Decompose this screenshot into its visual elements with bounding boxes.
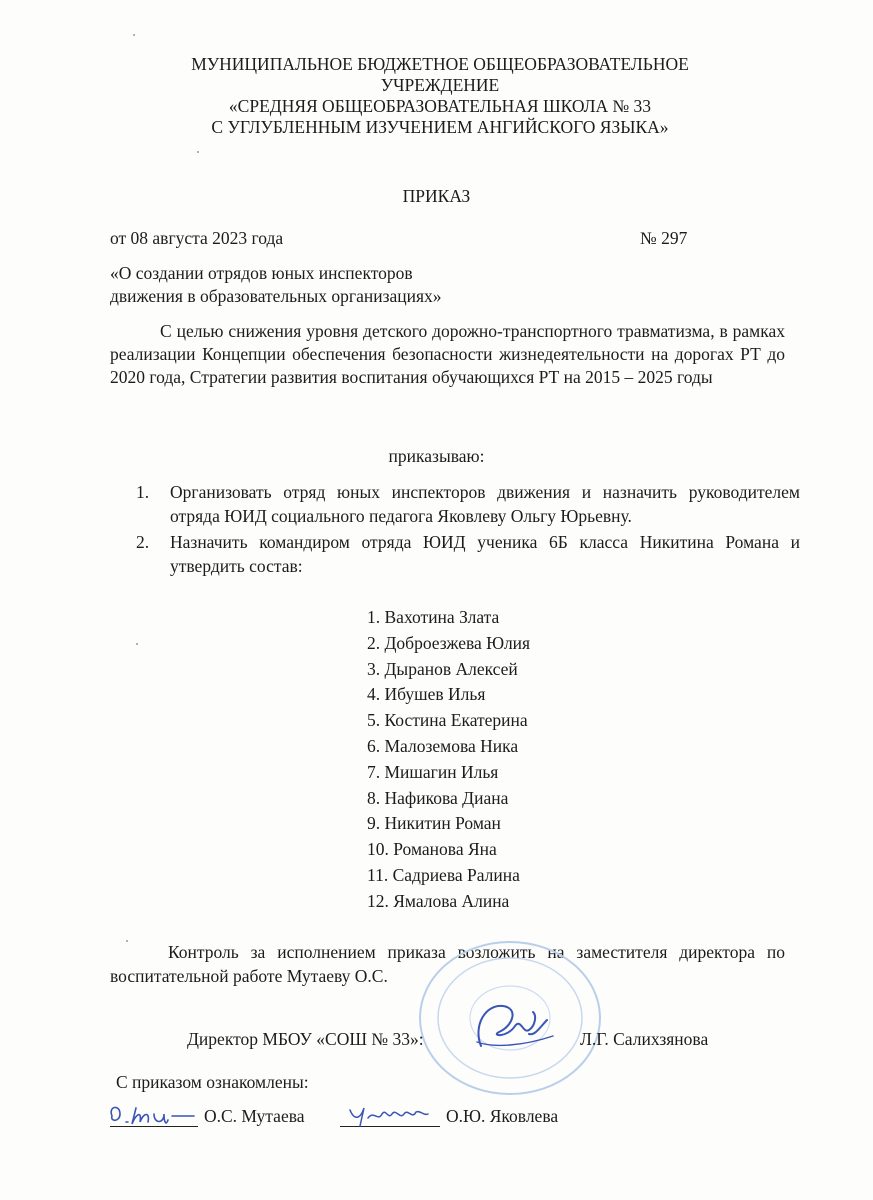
document-title: ПРИКАЗ [402,186,471,206]
scan-speck [136,643,138,645]
roster-item: 3. Дыранов Алексей [367,658,518,679]
scan-speck [197,151,199,153]
roster-item: 7. Мишагин Илья [367,761,499,782]
roster-item: 5. Костина Екатерина [367,710,528,731]
header-line-3: «СРЕДНЯЯ ОБЩЕОБРАЗОВАТЕЛЬНАЯ ШКОЛА № 33 [228,96,652,116]
order-item-text: Организовать отряд юных инспекторов движения и назначить руководителем отряда ЮИД социального педагога Яковлеву Ольгу Юрьевну. [170,482,800,526]
roster-item: 9. Никитин Роман [367,813,501,834]
order-item-text: Назначить командиром отряда ЮИД ученика 6Б класса Никитина Романа и утвердить состав: [170,532,800,576]
director-title: Директор МБОУ «СОШ № 33»: [187,1029,424,1049]
order-item-number: 1. [136,482,150,502]
order-item-number: 2. [136,532,150,552]
order-date: от 08 августа 2023 года [110,228,284,248]
order-item [110,480,800,528]
director-name: Л.Г. Салихзянова [580,1029,709,1049]
roster-item: 11. Садриева Ралина [367,864,520,885]
acknowledger-name: О.С. Мутаева [204,1106,305,1126]
header-line-1: МУНИЦИПАЛЬНОЕ БЮДЖЕТНОЕ ОБЩЕОБРАЗОВАТЕЛЬНОЕ [191,54,689,74]
order-keyword: приказываю: [388,446,485,466]
director-signature [463,996,563,1058]
institution-header [100,54,780,138]
order-item [110,530,800,578]
signature-yakovleva [344,1100,440,1130]
roster-item: 12. Ямалова Алина [367,890,510,911]
order-items-list [110,480,800,580]
acknowledger-name: О.Ю. Яковлева [446,1106,559,1126]
familiarized-label: С приказом ознакомлены: [116,1072,309,1092]
preamble-paragraph: С целью снижения уровня детского дорожно-транспортного травматизма, в рамках реализации Концепции обеспечения безопасности жизнедеятельности на дорогах РТ до 2020 года, Стратегии развития воспитания обучающихся РТ на 2015 – 2025 годы [110,321,785,387]
header-line-2: УЧРЕЖДЕНИЕ [380,75,500,95]
subject-line-1: «О создании отрядов юных инспекторов [110,263,413,283]
control-paragraph: Контроль за исполнением приказа возложить на заместителя директора по воспитательной работе Мутаеву О.С. [110,942,785,986]
roster-item: 2. Доброезжева Юлия [367,632,531,653]
header-line-4: С УГЛУБЛЕННЫМ ИЗУЧЕНИЕМ АНГИЙСКОГО ЯЗЫКА» [211,117,669,137]
roster-item: 1. Вахотина Злата [367,607,500,627]
team-roster [367,605,530,915]
order-subject [110,262,442,308]
scan-speck [133,34,135,36]
order-number: № 297 [640,228,688,248]
signature-mutaeva [106,1100,201,1130]
roster-item: 10. Романова Яна [367,839,497,860]
roster-item: 4. Ибушев Илья [367,684,486,705]
roster-item: 6. Малоземова Ника [367,735,519,756]
subject-line-2: движения в образовательных организациях» [110,286,442,306]
roster-item: 8. Нафикова Диана [367,787,509,808]
